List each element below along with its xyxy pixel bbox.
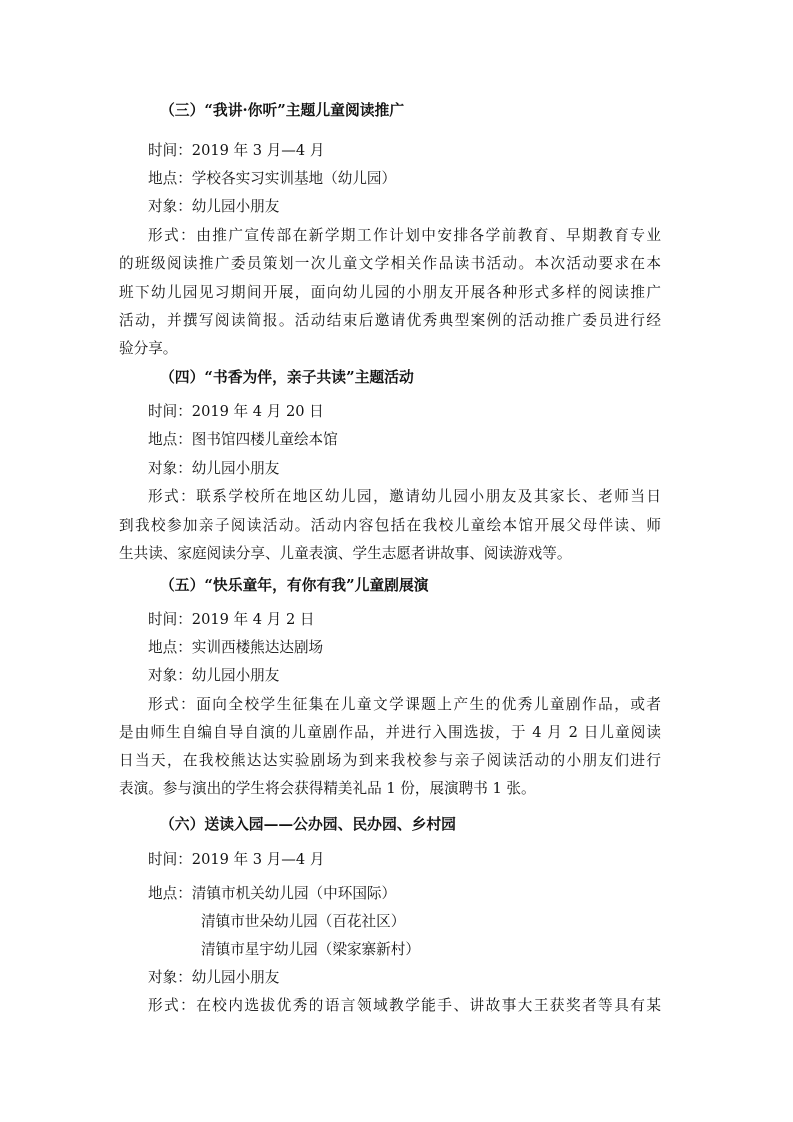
section-form-line: 形式：由推广宣传部在新学期工作计划中安排各学前教育、早期教育专业 (148, 227, 661, 244)
section-target: 对象：幼儿园小朋友 (148, 198, 280, 215)
section-form-line: 是由师生自编自导自演的儿童剧作品，并进行入围选拔，于 4 月 2 日儿童阅读 (119, 724, 661, 741)
section-place-extra: 清镇市星宇幼儿园（梁家寨新村） (201, 941, 420, 958)
section-time: 时间：2019 年 4 月 20 日 (148, 403, 324, 420)
section-form-line: 日当天，在我校熊达达实验剧场为到来我校参与亲子阅读活动的小朋友们进行 (119, 752, 661, 769)
section-form-line: 形式：在校内选拔优秀的语言领域教学能手、讲故事大王获奖者等具有某 (148, 997, 661, 1014)
section-place-extra: 清镇市世朵幼儿园（百花社区） (201, 913, 406, 930)
section-form-line: 表演。参与演出的学生将会获得精美礼品 1 份，展演聘书 1 张。 (119, 780, 536, 797)
section-place: 地点：图书馆四楼儿童绘本馆 (148, 431, 338, 448)
section-form-line: 活动，并撰写阅读简报。活动结束后邀请优秀典型案例的活动推广委员进行经 (119, 312, 661, 329)
section-place: 地点：学校各实习实训基地（幼儿园） (148, 170, 397, 187)
section-form-line: 到我校参加亲子阅读活动。活动内容包括在我校儿童绘本馆开展父母伴读、师 (119, 517, 661, 534)
section-time: 时间：2019 年 4 月 2 日 (148, 611, 315, 628)
section-form-line: 的班级阅读推广委员策划一次儿童文学相关作品读书活动。本次活动要求在本 (119, 255, 661, 272)
section-form-line: 验分享。 (119, 340, 178, 357)
section-target: 对象：幼儿园小朋友 (148, 969, 280, 986)
section-form-line: 形式：联系学校所在地区幼儿园，邀请幼儿园小朋友及其家长、老师当日 (148, 488, 661, 505)
section-heading: （六）送读入园——公办园、民办园、乡村园 (160, 816, 456, 833)
section-form-line: 班下幼儿园见习期间开展，面向幼儿园的小朋友开展各种形式多样的阅读推广 (119, 284, 661, 301)
section-time: 时间：2019 年 3 月—4 月 (148, 142, 325, 159)
section-form-line: 形式：面向全校学生征集在儿童文学课题上产生的优秀儿童剧作品，或者 (148, 696, 661, 713)
section-time: 时间：2019 年 3 月—4 月 (148, 851, 325, 868)
section-place: 地点：清镇市机关幼儿园（中环国际） (148, 885, 397, 902)
section-target: 对象：幼儿园小朋友 (148, 667, 280, 684)
section-heading: （三）“我讲·你听”主题儿童阅读推广 (160, 102, 405, 119)
section-heading: （四）“书香为伴，亲子共读”主题活动 (160, 369, 414, 386)
section-heading: （五）“快乐童年，有你有我”儿童剧展演 (160, 577, 429, 594)
section-place: 地点：实训西楼熊达达剧场 (148, 639, 324, 656)
section-target: 对象：幼儿园小朋友 (148, 460, 280, 477)
section-form-line: 生共读、家庭阅读分享、儿童表演、学生志愿者讲故事、阅读游戏等。 (119, 545, 572, 562)
